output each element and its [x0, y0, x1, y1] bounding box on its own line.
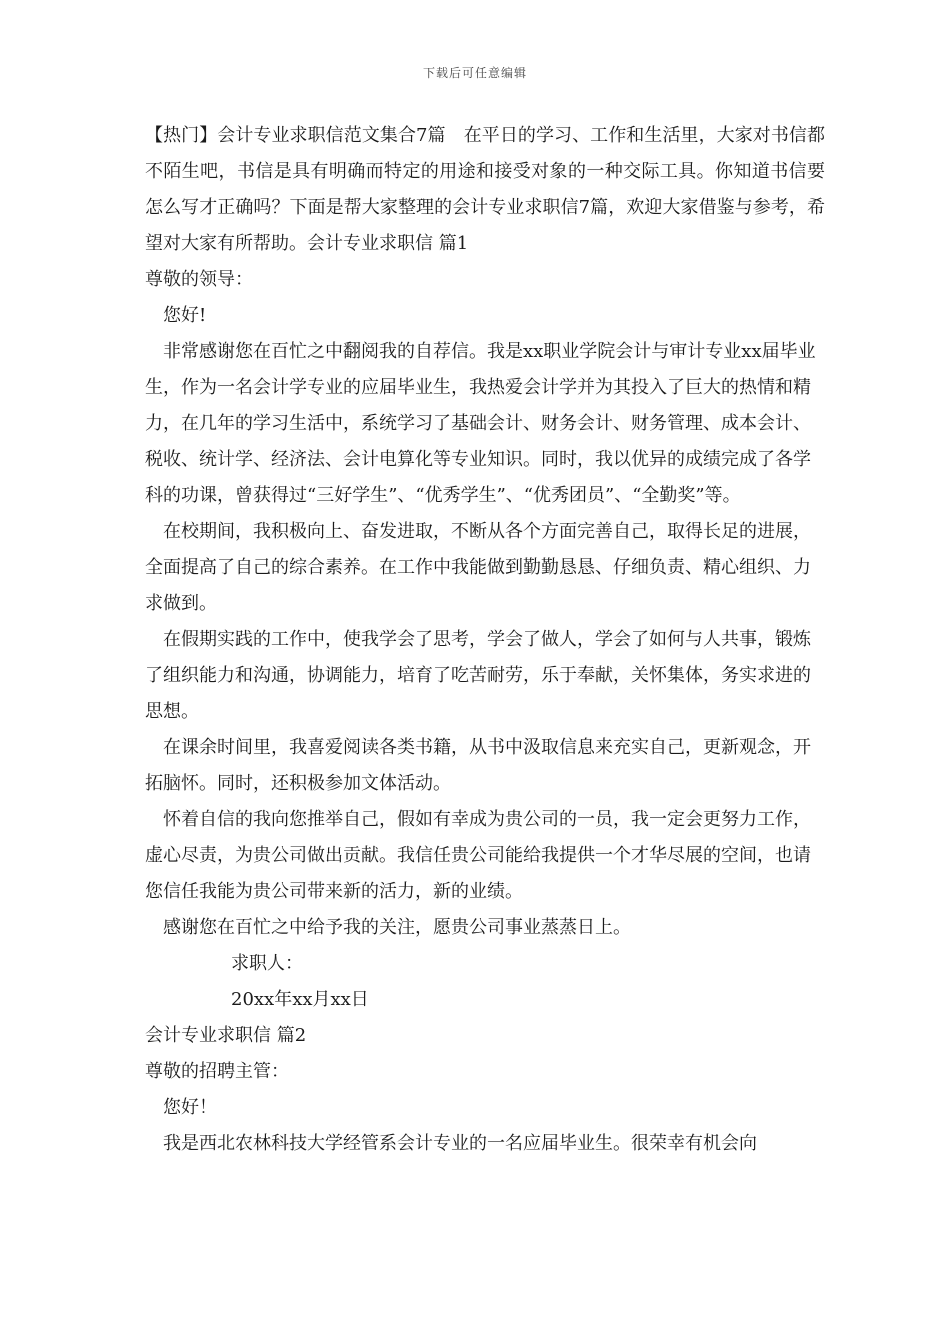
letter2-salutation: 尊敬的招聘主管：: [145, 1061, 289, 1082]
letter1-paragraph: 在课余时间里，我喜爱阅读各类书籍，从书中汲取信息来充实自己，更新观念，开拓脑怀。同时，还积极参加文体活动。: [145, 737, 811, 794]
page-header: 下载后可任意编辑: [422, 66, 527, 80]
letter2-paragraph: 我是西北农林科技大学经管系会计专业的一名应届毕业生。很荣幸有机会向: [163, 1133, 757, 1154]
letter1-signer: 求职人：: [231, 953, 303, 974]
letter1-paragraph: 在校期间，我积极向上、奋发进取，不断从各个方面完善自己，取得长足的进展，全面提高了自己的综合素养。在工作中我能做到勤勤恳恳、仔细负责、精心组织、力求做到。: [145, 521, 811, 614]
letter1-paragraph: 感谢您在百忙之中给予我的关注，愿贵公司事业蒸蒸日上。: [163, 917, 631, 938]
letter1-paragraph: 怀着自信的我向您推举自己，假如有幸成为贵公司的一员，我一定会更努力工作，虚心尽责，为贵公司做出贡献。我信任贵公司能给我提供一个才华尽展的空间，也请您信任我能为贵公司带来新的活力，新的业绩。: [145, 809, 811, 902]
letter1-greeting: 您好!: [163, 305, 207, 326]
letter1-paragraph: 非常感谢您在百忙之中翻阅我的自荐信。我是xx职业学院会计与审计专业xx届毕业生，作为一名会计学专业的应届毕业生，我热爱会计学并为其投入了巨大的热情和精力，在几年的学习生活中，系统学习了基础会计、财务会计、财务管理、成本会计、税收、统计学、经济法、会计电算化等专业知识。同时，我以优异的成绩完成了各学科的功课，曾获得过“三好学生”、“优秀学生”、“优秀团员”、“全勤奖”等。: [145, 341, 816, 506]
letter2-greeting: 您好！: [163, 1097, 217, 1118]
letter1-salutation: 尊敬的领导：: [145, 269, 253, 290]
intro-paragraph: 【热门】会计专业求职信范文集合7篇 在平日的学习、工作和生活里，大家对书信都不陌生吧，书信是具有明确而特定的用途和接受对象的一种交际工具。你知道书信要怎么写才正确吗？下面是帮大家整理的会计专业求职信7篇，欢迎大家借鉴与参考，希望对大家有所帮助。会计专业求职信 篇1: [145, 125, 825, 254]
letter1-date: 20xx年xx月xx日: [231, 989, 369, 1010]
letter2-title: 会计专业求职信 篇2: [145, 1025, 307, 1046]
document-body: [145, 118, 825, 1162]
letter1-paragraph: 在假期实践的工作中，使我学会了思考，学会了做人，学会了如何与人共事，锻炼了组织能力和沟通，协调能力，培育了吃苦耐劳，乐于奉献，关怀集体，务实求进的思想。: [145, 629, 811, 722]
